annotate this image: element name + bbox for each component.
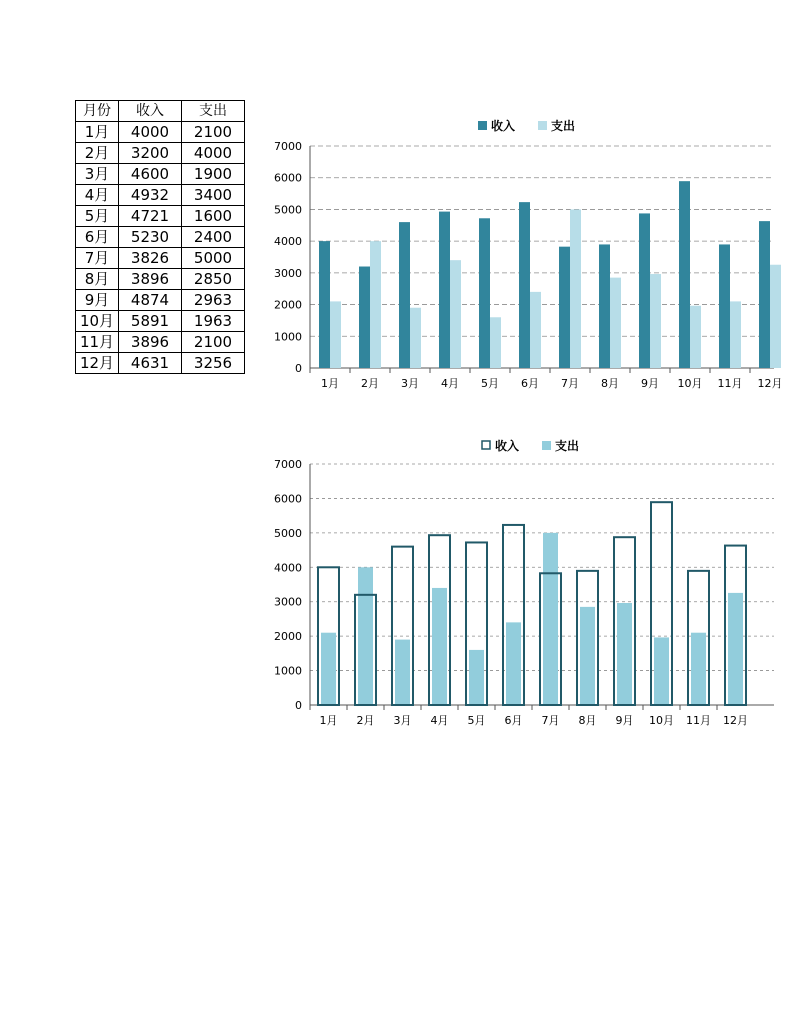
y-tick-label: 7000 (274, 458, 302, 471)
x-tick-label: 8月 (578, 714, 597, 727)
legend-label: 收入 (491, 119, 516, 133)
y-tick-label: 7000 (274, 140, 302, 153)
expense-bar (617, 603, 632, 705)
y-tick-label: 6000 (274, 492, 302, 506)
income-bar (639, 213, 650, 368)
legend-item (542, 438, 579, 453)
expense-bar (395, 640, 410, 705)
expense-cell: 3256 (182, 353, 245, 374)
table-row (76, 269, 245, 290)
expense-bar (730, 301, 741, 368)
expense-bar (506, 622, 521, 705)
x-tick-label: 1月 (321, 377, 339, 390)
expense-cell: 4000 (182, 143, 245, 164)
income-bar (519, 202, 530, 368)
table-row (76, 206, 245, 227)
table-row (76, 227, 245, 248)
income-cell: 4932 (119, 185, 182, 206)
income-cell: 3896 (119, 332, 182, 353)
expense-bar (691, 633, 706, 705)
income-cell: 5891 (119, 311, 182, 332)
expense-cell: 2100 (182, 332, 245, 353)
expense-bar (432, 588, 447, 705)
income-cell: 4600 (119, 164, 182, 185)
income-bar (319, 241, 330, 368)
expense-bar (543, 533, 558, 705)
expense-bar (370, 241, 381, 368)
month-cell: 3月 (76, 164, 119, 185)
month-cell: 2月 (76, 143, 119, 164)
month-cell: 7月 (76, 248, 119, 269)
expense-bar (469, 650, 484, 705)
expense-cell: 3400 (182, 185, 245, 206)
table-body (76, 122, 245, 374)
expense-bar (650, 274, 661, 368)
column-header: 支出 (182, 101, 245, 122)
y-tick-label: 2000 (274, 630, 302, 644)
month-cell: 6月 (76, 227, 119, 248)
x-tick-label: 2月 (356, 714, 375, 727)
x-tick-label: 1月 (319, 714, 338, 727)
month-cell: 11月 (76, 332, 119, 353)
expense-cell: 2400 (182, 227, 245, 248)
x-tick-label: 4月 (441, 377, 459, 390)
legend-item (538, 118, 575, 133)
expense-cell: 2963 (182, 290, 245, 311)
x-tick-label: 8月 (601, 377, 619, 390)
expense-cell: 5000 (182, 248, 245, 269)
y-tick-label: 1000 (274, 664, 302, 678)
expense-bar (450, 260, 461, 368)
income-bar (399, 222, 410, 368)
legend-swatch (482, 441, 490, 449)
y-tick-label: 2000 (274, 298, 302, 312)
month-cell: 10月 (76, 311, 119, 332)
x-tick-label: 3月 (393, 714, 412, 727)
expense-bar (690, 306, 701, 368)
income-cell: 4874 (119, 290, 182, 311)
month-cell: 4月 (76, 185, 119, 206)
x-tick-label: 9月 (641, 377, 659, 390)
expense-bar (358, 567, 373, 705)
income-cell: 4000 (119, 122, 182, 143)
income-cell: 4631 (119, 353, 182, 374)
expense-bar (770, 265, 781, 368)
expense-bar (330, 301, 341, 368)
month-cell: 5月 (76, 206, 119, 227)
table-row (76, 353, 245, 374)
legend-label: 支出 (551, 119, 576, 133)
income-bar (719, 244, 730, 368)
y-tick-label: 3000 (274, 266, 302, 280)
expense-cell: 2100 (182, 122, 245, 143)
income-cell: 3826 (119, 248, 182, 269)
column-header: 月份 (76, 101, 119, 122)
table-row (76, 164, 245, 185)
y-tick-label: 1000 (274, 330, 302, 344)
expense-bar (654, 637, 669, 705)
y-tick-label: 0 (295, 699, 302, 712)
table-row (76, 311, 245, 332)
y-tick-label: 3000 (274, 595, 302, 609)
income-cell: 4721 (119, 206, 182, 227)
expense-cell: 1600 (182, 206, 245, 227)
x-tick-label: 4月 (430, 714, 449, 727)
legend-item (478, 118, 515, 133)
month-cell: 9月 (76, 290, 119, 311)
x-tick-label: 7月 (561, 377, 579, 390)
chart-2-svg (270, 432, 748, 732)
month-cell: 12月 (76, 353, 119, 374)
y-tick-label: 0 (295, 362, 302, 375)
y-tick-label: 5000 (274, 526, 302, 540)
table-row (76, 185, 245, 206)
x-tick-label: 11月 (686, 714, 711, 727)
income-bar (559, 247, 570, 368)
data-table (75, 100, 245, 374)
x-tick-label: 10月 (649, 714, 674, 727)
table-row (76, 332, 245, 353)
x-tick-label: 5月 (481, 377, 499, 390)
expense-bar (728, 593, 743, 705)
income-cell: 5230 (119, 227, 182, 248)
income-bar (759, 221, 770, 368)
x-tick-label: 7月 (541, 714, 560, 727)
x-tick-label: 3月 (401, 377, 419, 390)
expense-bar (530, 292, 541, 368)
month-cell: 1月 (76, 122, 119, 143)
income-cell: 3896 (119, 269, 182, 290)
table-row (76, 122, 245, 143)
expense-bar (580, 607, 595, 705)
income-bar (599, 244, 610, 368)
x-tick-label: 10月 (677, 377, 703, 390)
x-tick-label: 6月 (504, 714, 523, 727)
income-bar (479, 218, 490, 368)
month-cell: 8月 (76, 269, 119, 290)
legend (478, 118, 575, 133)
chart-clustered-bar (270, 112, 783, 402)
chart-1-svg (270, 112, 783, 402)
expense-bar (490, 317, 501, 368)
expense-cell: 1900 (182, 164, 245, 185)
legend-swatch (478, 121, 487, 130)
x-tick-label: 5月 (467, 714, 486, 727)
expense-bar (570, 209, 581, 368)
table-row (76, 143, 245, 164)
income-bar (439, 212, 450, 368)
y-tick-label: 5000 (274, 203, 302, 217)
legend-label: 支出 (555, 439, 580, 453)
income-bar (359, 267, 370, 368)
y-tick-label: 4000 (274, 235, 302, 249)
income-bar (679, 181, 690, 368)
table-header-row (76, 101, 245, 122)
y-tick-label: 4000 (274, 561, 302, 575)
x-tick-label: 11月 (717, 377, 743, 390)
x-tick-label: 12月 (723, 714, 748, 727)
x-tick-label: 6月 (521, 377, 539, 390)
x-tick-label: 12月 (757, 377, 783, 390)
expense-bar (610, 278, 621, 368)
legend (482, 438, 579, 453)
legend-swatch (542, 441, 551, 450)
table-row (76, 248, 245, 269)
y-tick-label: 6000 (274, 171, 302, 185)
expense-cell: 2850 (182, 269, 245, 290)
expense-bar (410, 308, 421, 368)
x-tick-label: 2月 (361, 377, 379, 390)
legend-label: 收入 (495, 439, 520, 453)
expense-bar (321, 633, 336, 705)
legend-item (482, 438, 519, 453)
table-row (76, 290, 245, 311)
legend-swatch (538, 121, 547, 130)
column-header: 收入 (119, 101, 182, 122)
expense-cell: 1963 (182, 311, 245, 332)
x-tick-label: 9月 (615, 714, 634, 727)
income-cell: 3200 (119, 143, 182, 164)
chart-overlap-bar (270, 432, 748, 732)
